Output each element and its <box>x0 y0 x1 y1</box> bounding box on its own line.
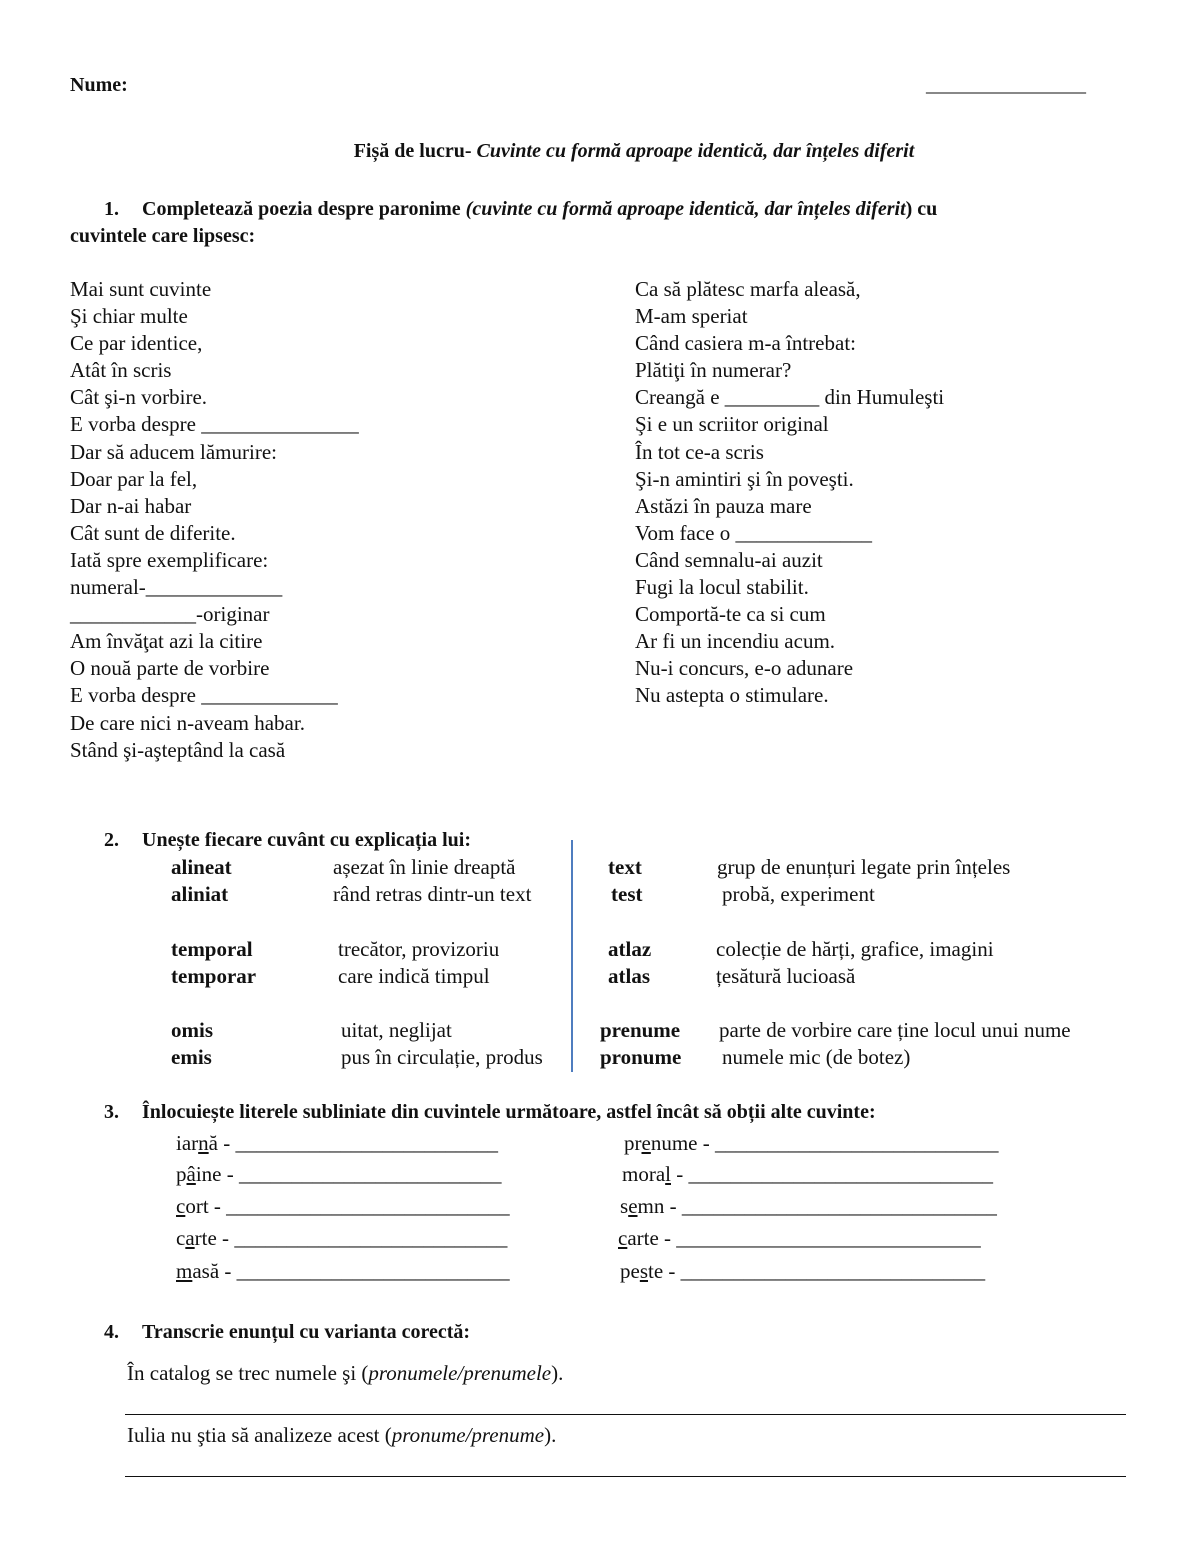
ex1-number: 1. <box>104 198 119 220</box>
underlined-letter: e <box>641 1131 651 1155</box>
word-part: mora <box>622 1162 666 1186</box>
word-item <box>176 1131 498 1156</box>
ex1-instruction-b: ) cu <box>905 198 938 220</box>
poem-line: O nouă parte de vorbire <box>70 656 270 681</box>
poem-line: Nu-i concurs, e-o adunare <box>635 656 854 681</box>
ex1-instruction-paren: (cuvinte cu formă aproape identică, dar înțeles diferit <box>465 198 906 220</box>
match-definition[interactable]: așezat în linie dreaptă <box>333 855 516 879</box>
answer-blank[interactable]: ___________________________ <box>226 1194 510 1218</box>
poem-line: Creangă e _________ din Humuleşti <box>635 385 945 410</box>
match-word[interactable]: alineat <box>171 855 232 879</box>
ex1-instruction <box>142 198 937 221</box>
ex3-instruction: Înlocuiește literele subliniate din cuvintele următoare, astfel încât să obții alte cuvinte: <box>142 1101 876 1123</box>
answer-blank[interactable]: __________________________ <box>236 1259 510 1283</box>
underlined-letter: c <box>176 1194 186 1218</box>
match-definition[interactable]: colecție de hărți, grafice, imagini <box>716 937 994 961</box>
word-part: ine - <box>195 1162 239 1186</box>
poem-line: Stând şi-aşteptând la casă <box>70 737 286 762</box>
match-word[interactable]: emis <box>171 1045 212 1069</box>
word-part: p <box>176 1162 187 1186</box>
poem-line: Ar fi un incendiu acum. <box>635 629 836 654</box>
sentence-text: ). <box>551 1361 564 1385</box>
match-definition[interactable]: probă, experiment <box>722 882 875 906</box>
underlined-letter: n <box>198 1131 209 1155</box>
match-word[interactable]: aliniat <box>171 882 229 906</box>
match-definition[interactable]: pus în circulație, produs <box>341 1045 543 1069</box>
poem-right-column <box>635 276 944 710</box>
word-part: - <box>671 1162 689 1186</box>
match-word[interactable]: temporal <box>171 937 253 961</box>
word-item <box>618 1226 981 1251</box>
poem-line: Dar n-ai habar <box>70 493 192 518</box>
answer-blank[interactable]: _____________________________ <box>688 1162 993 1186</box>
poem-line: Când casiera m-a întrebat: <box>635 331 856 356</box>
poem-left-column <box>70 276 359 764</box>
word-part: iar <box>176 1131 199 1155</box>
word-part: mn - <box>637 1194 682 1218</box>
word-part: s <box>620 1194 629 1218</box>
poem-line: Şi chiar multe <box>70 304 188 329</box>
poem-line: Atât în scris <box>70 358 172 383</box>
ex3-number: 3. <box>104 1101 119 1123</box>
sentence-options: pronumele/prenumele <box>368 1361 552 1385</box>
match-word[interactable]: temporar <box>171 964 257 988</box>
poem-line: numeral-_____________ <box>70 575 283 600</box>
poem-line: De care nici n-aveam habar. <box>70 710 305 735</box>
match-word[interactable]: pronume <box>600 1045 682 1069</box>
answer-blank[interactable]: _____________________________ <box>676 1226 981 1250</box>
word-part: nume - <box>650 1131 715 1155</box>
answer-blank[interactable]: _________________________ <box>235 1131 498 1155</box>
sentence-text: Iulia nu ştia să analizeze acest ( <box>127 1423 392 1447</box>
word-part: pe <box>620 1259 640 1283</box>
poem-line: Iată spre exemplificare: <box>70 547 269 572</box>
underlined-letter: a <box>185 1226 195 1250</box>
word-item <box>620 1194 997 1219</box>
word-part: te - <box>648 1259 681 1283</box>
poem-line: M-am speriat <box>635 304 748 329</box>
underlined-letter: â <box>186 1162 196 1186</box>
underlined-letter: l <box>665 1162 671 1186</box>
answer-blank[interactable]: __________________________ <box>234 1226 508 1250</box>
word-part: ă - <box>208 1131 236 1155</box>
poem-line: Doar par la fel, <box>70 466 198 491</box>
ex1-instruction-line2: cuvintele care lipsesc: <box>70 225 256 247</box>
match-word[interactable]: atlas <box>608 964 650 988</box>
sentence-1 <box>127 1361 563 1386</box>
poem-line: Comportă-te ca si cum <box>635 602 826 627</box>
poem-line: Plătiţi în numerar? <box>635 358 792 383</box>
name-line[interactable]: ________________ <box>926 74 1086 96</box>
answer-blank[interactable]: ___________________________ <box>714 1131 999 1155</box>
poem-line: Şi-n amintiri şi în poveşti. <box>635 466 854 491</box>
poem-line: Mai sunt cuvinte <box>70 277 212 301</box>
poem-line: Astăzi în pauza mare <box>635 493 812 518</box>
word-part: arte - <box>627 1226 677 1250</box>
word-part: ort - <box>185 1194 227 1218</box>
match-definition[interactable]: grup de enunțuri legate prin înțeles <box>717 855 1011 879</box>
poem-line: Cât sunt de diferite. <box>70 520 236 545</box>
match-word[interactable]: prenume <box>600 1018 681 1042</box>
match-definition[interactable]: care indică timpul <box>338 964 490 988</box>
poem-line: E vorba despre _______________ <box>70 412 359 437</box>
word-part: c <box>176 1226 186 1250</box>
poem-line: Nu astepta o stimulare. <box>635 683 829 708</box>
name-label: Nume: <box>70 74 128 96</box>
underlined-letter: c <box>618 1226 628 1250</box>
poem-line: Ce par identice, <box>70 331 203 356</box>
answer-blank[interactable]: _____________________________ <box>680 1259 986 1283</box>
match-definition[interactable]: trecător, provizoriu <box>338 937 500 961</box>
match-definition[interactable]: țesătură lucioasă <box>716 964 856 988</box>
underlined-letter: s <box>639 1259 649 1283</box>
word-part: rte - <box>194 1226 235 1250</box>
ex4-number: 4. <box>104 1321 119 1343</box>
poem-line: Am învăţat azi la citire <box>70 629 263 654</box>
poem-line: ____________-originar <box>70 602 270 627</box>
match-definition[interactable]: parte de vorbire care ține locul unui nume <box>719 1018 1071 1042</box>
sentence-options: pronume/prenume <box>391 1423 545 1447</box>
match-definition[interactable]: numele mic (de botez) <box>722 1045 911 1069</box>
worksheet-title <box>0 140 1200 163</box>
sentence-2 <box>127 1423 556 1448</box>
sentence-text: În catalog se trec numele şi ( <box>127 1361 369 1385</box>
word-item <box>176 1226 507 1251</box>
word-item <box>176 1194 510 1219</box>
word-part: asă - <box>192 1259 237 1283</box>
answer-line-1[interactable] <box>125 1414 1126 1415</box>
match-word[interactable]: atlaz <box>608 937 652 961</box>
title-prefix: Fișă de lucru- <box>353 140 472 162</box>
match-definition[interactable]: rând retras dintr-un text <box>333 882 532 906</box>
poem-line: Cât şi-n vorbire. <box>70 385 208 410</box>
ex4-instruction: Transcrie enunțul cu varianta corectă: <box>142 1321 471 1343</box>
word-item <box>622 1162 993 1187</box>
word-item <box>624 1131 998 1156</box>
match-definition[interactable]: uitat, neglijat <box>341 1018 452 1042</box>
poem-line: Vom face o _____________ <box>635 520 872 545</box>
underlined-letter: e <box>628 1194 638 1218</box>
column-divider <box>571 840 573 1072</box>
poem-line: E vorba despre _____________ <box>70 683 338 708</box>
answer-line-2[interactable] <box>125 1476 1126 1477</box>
poem-line: În tot ce-a scris <box>635 439 764 464</box>
word-part: pr <box>624 1131 642 1155</box>
word-item <box>176 1259 510 1284</box>
sentence-text: ). <box>544 1423 557 1447</box>
poem-line: Dar să aducem lămurire: <box>70 439 277 464</box>
ex1-instruction-a: Completează poezia despre paronime <box>142 198 466 220</box>
match-word[interactable]: omis <box>171 1018 213 1042</box>
underlined-letter: m <box>176 1259 193 1283</box>
answer-blank[interactable]: ______________________________ <box>681 1194 997 1218</box>
ex2-instruction: Unește fiecare cuvânt cu explicația lui: <box>142 829 472 851</box>
poem-line: Ca să plătesc marfa aleasă, <box>635 277 861 301</box>
poem-line: Când semnalu-ai auzit <box>635 547 823 572</box>
match-word[interactable]: test <box>611 882 643 906</box>
poem-line: Fugi la locul stabilit. <box>635 575 809 600</box>
title-subject: Cuvinte cu formă aproape identică, dar înțeles diferit <box>471 140 915 162</box>
word-item <box>620 1259 985 1284</box>
match-word[interactable]: text <box>608 855 642 879</box>
word-item <box>176 1162 501 1187</box>
poem-line: Şi e un scriitor original <box>635 412 829 437</box>
answer-blank[interactable]: _________________________ <box>238 1162 502 1186</box>
ex2-number: 2. <box>104 829 119 851</box>
